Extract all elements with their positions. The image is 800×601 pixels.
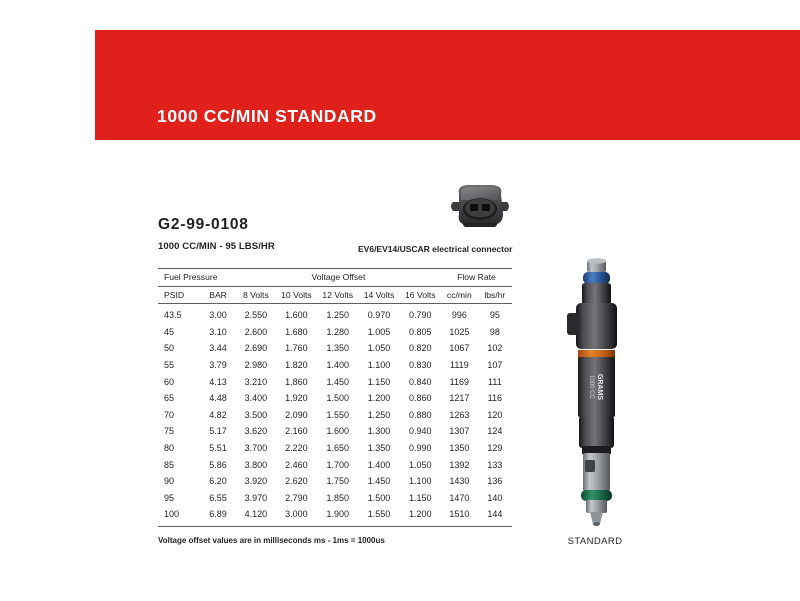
- column-header-16-volts: 16 Volts: [400, 286, 441, 304]
- fuel-injector-image: [556, 258, 638, 530]
- cell-10-volts: 2.790: [285, 492, 308, 503]
- cell-lbshr: 95: [489, 310, 500, 321]
- cell-12-volts: 1.700: [326, 459, 349, 470]
- cell-8-volts: 2.600: [244, 326, 268, 337]
- cell-8-volts: 3.920: [244, 476, 268, 487]
- table-column-header-row: [158, 286, 512, 304]
- cell-12-volts: 1.650: [326, 442, 349, 453]
- table-row: [158, 490, 512, 507]
- cell-14-volts: 1.350: [367, 442, 391, 453]
- cell-8-volts: 3.620: [244, 426, 268, 437]
- cell-12-volts: 1.900: [317, 506, 358, 526]
- cell-psid: 43.5: [164, 310, 182, 321]
- cell-16-volts: 0.880: [409, 409, 432, 420]
- table-row: [158, 473, 512, 490]
- cell-14-volts: 0.970: [367, 310, 391, 321]
- cell-bar: 4.13: [209, 376, 227, 387]
- cell-10-volts: 1.600: [285, 310, 308, 321]
- cell-16-volts: 0.820: [409, 343, 432, 354]
- table-row: [158, 324, 512, 341]
- cell-10-volts: 2.160: [285, 426, 308, 437]
- cell-16-volts: 0.840: [409, 376, 432, 387]
- column-header-ccmin: cc/min: [441, 286, 478, 304]
- cell-10-volts: 1.860: [285, 376, 308, 387]
- table-row: [158, 304, 512, 324]
- cell-ccmin: 1350: [449, 442, 470, 453]
- cell-8-volts: 4.120: [236, 506, 276, 526]
- column-header-8-volts: 8 Volts: [236, 286, 276, 304]
- cell-bar: 6.55: [209, 492, 227, 503]
- cell-bar: 3.00: [209, 310, 227, 321]
- cell-ccmin: 1025: [449, 326, 470, 337]
- cell-10-volts: 1.820: [285, 359, 308, 370]
- cell-bar: 3.10: [209, 326, 227, 337]
- table-row: [158, 390, 512, 407]
- cell-psid: 95: [164, 492, 175, 503]
- cell-lbshr: 129: [487, 442, 503, 453]
- cell-12-volts: 1.850: [326, 492, 349, 503]
- cell-lbshr: 107: [487, 359, 503, 370]
- cell-psid: 55: [164, 359, 175, 370]
- cell-14-volts: 1.300: [367, 426, 391, 437]
- table-row: [158, 357, 512, 374]
- cell-psid: 50: [164, 343, 175, 354]
- cell-12-volts: 1.350: [326, 343, 349, 354]
- table-row: [158, 440, 512, 457]
- cell-bar: 5.86: [209, 459, 227, 470]
- cell-lbshr: 120: [487, 409, 503, 420]
- cell-psid: 85: [164, 459, 175, 470]
- column-header-12-volts: 12 Volts: [317, 286, 358, 304]
- cell-ccmin: 1119: [449, 359, 469, 370]
- cell-8-volts: 2.690: [244, 343, 268, 354]
- cell-psid: 90: [164, 476, 175, 487]
- column-header-10-volts: 10 Volts: [276, 286, 317, 304]
- cell-bar: 5.51: [209, 442, 227, 453]
- svg-text:GRAMS: GRAMS: [596, 373, 603, 401]
- svg-text:1000 CC: 1000 CC: [588, 375, 594, 399]
- group-header-fuel-pressure: Fuel Pressure: [158, 269, 236, 287]
- cell-16-volts: 0.990: [409, 442, 432, 453]
- cell-14-volts: 1.550: [358, 506, 399, 526]
- cell-16-volts: 1.050: [409, 459, 432, 470]
- cell-lbshr: 102: [487, 343, 503, 354]
- injector-caption: STANDARD: [567, 536, 623, 547]
- cell-14-volts: 1.150: [367, 376, 391, 387]
- specification-table: [158, 268, 512, 527]
- cell-lbshr: 140: [487, 492, 503, 503]
- cell-psid: 75: [164, 426, 175, 437]
- cell-8-volts: 2.980: [244, 359, 268, 370]
- page-title: 1000 CC/MIN STANDARD: [157, 106, 377, 126]
- cell-bar: 6.20: [209, 476, 227, 487]
- table-body: [158, 304, 512, 527]
- cell-ccmin: 1510: [441, 506, 478, 526]
- column-header-lbshr: lbs/hr: [478, 286, 512, 304]
- part-number: G2-99-0108: [158, 216, 249, 233]
- cell-ccmin: 1392: [449, 459, 470, 470]
- cell-bar: 6.89: [200, 506, 236, 526]
- cell-10-volts: 2.090: [285, 409, 308, 420]
- cell-14-volts: 1.100: [367, 359, 391, 370]
- group-header-flow-rate: Flow Rate: [441, 269, 512, 287]
- cell-10-volts: 1.920: [285, 393, 308, 404]
- table-row: [158, 407, 512, 424]
- cell-psid: 65: [164, 393, 175, 404]
- cell-lbshr: 116: [487, 393, 503, 404]
- cell-bar: 3.79: [209, 359, 227, 370]
- cell-12-volts: 1.400: [326, 359, 349, 370]
- cell-14-volts: 1.450: [367, 476, 391, 487]
- cell-lbshr: 144: [478, 506, 512, 526]
- injector-connector-image: [449, 180, 511, 236]
- cell-16-volts: 1.100: [409, 476, 432, 487]
- table-row: [158, 340, 512, 357]
- cell-psid: 100: [158, 506, 200, 526]
- cell-8-volts: 3.210: [244, 376, 268, 387]
- cell-14-volts: 1.050: [367, 343, 391, 354]
- table-row: [158, 423, 512, 440]
- column-header-bar: BAR: [200, 286, 236, 304]
- cell-12-volts: 1.450: [326, 376, 349, 387]
- cell-16-volts: 0.790: [409, 310, 432, 321]
- cell-12-volts: 1.280: [326, 326, 349, 337]
- column-header-14-volts: 14 Volts: [358, 286, 399, 304]
- cell-10-volts: 2.460: [285, 459, 308, 470]
- cell-8-volts: 3.800: [244, 459, 268, 470]
- table-row: [158, 506, 512, 526]
- cell-10-volts: 2.220: [285, 442, 308, 453]
- table-row: [158, 457, 512, 474]
- cell-lbshr: 98: [489, 326, 500, 337]
- cell-10-volts: 1.680: [285, 326, 308, 337]
- cell-lbshr: 124: [487, 426, 503, 437]
- cell-16-volts: 1.150: [409, 492, 432, 503]
- cell-8-volts: 3.700: [244, 442, 268, 453]
- cell-bar: 4.48: [209, 393, 227, 404]
- cell-12-volts: 1.500: [326, 393, 349, 404]
- cell-bar: 5.17: [209, 426, 227, 437]
- table-row: [158, 374, 512, 391]
- cell-lbshr: 111: [488, 376, 502, 387]
- cell-16-volts: 0.940: [409, 426, 432, 437]
- cell-psid: 60: [164, 376, 175, 387]
- cell-8-volts: 3.970: [244, 492, 268, 503]
- cell-12-volts: 1.750: [326, 476, 349, 487]
- cell-10-volts: 2.620: [285, 476, 308, 487]
- cell-14-volts: 1.500: [367, 492, 391, 503]
- part-flow-rating: 1000 CC/MIN - 95 LBS/HR: [158, 241, 275, 252]
- cell-16-volts: 0.805: [409, 326, 432, 337]
- cell-14-volts: 1.200: [367, 393, 391, 404]
- cell-ccmin: 1169: [449, 376, 470, 387]
- cell-12-volts: 1.550: [326, 409, 349, 420]
- cell-12-volts: 1.250: [326, 310, 349, 321]
- cell-ccmin: 1470: [449, 492, 470, 503]
- cell-14-volts: 1.005: [367, 326, 391, 337]
- cell-8-volts: 3.400: [244, 393, 268, 404]
- cell-ccmin: 996: [451, 310, 467, 321]
- cell-12-volts: 1.600: [326, 426, 349, 437]
- cell-8-volts: 2.550: [244, 310, 268, 321]
- cell-psid: 70: [164, 409, 175, 420]
- cell-bar: 3.44: [209, 343, 227, 354]
- column-header-psid: PSID: [158, 286, 200, 304]
- table-group-header-row: [158, 269, 512, 287]
- table-footnote: Voltage offset values are in milliseconds ms - 1ms = 1000us: [158, 536, 385, 545]
- cell-ccmin: 1067: [449, 343, 470, 354]
- cell-psid: 45: [164, 326, 175, 337]
- cell-ccmin: 1217: [449, 393, 470, 404]
- connector-caption: EV6/EV14/USCAR electrical connector: [358, 244, 513, 254]
- cell-lbshr: 133: [487, 459, 503, 470]
- cell-16-volts: 0.830: [409, 359, 432, 370]
- cell-16-volts: 1.200: [400, 506, 441, 526]
- cell-14-volts: 1.400: [367, 459, 391, 470]
- cell-psid: 80: [164, 442, 175, 453]
- cell-lbshr: 136: [487, 476, 503, 487]
- cell-ccmin: 1430: [449, 476, 470, 487]
- cell-10-volts: 3.000: [276, 506, 317, 526]
- cell-ccmin: 1263: [449, 409, 470, 420]
- group-header-voltage-offset: Voltage Offset: [236, 269, 441, 287]
- header-banner: [95, 30, 800, 140]
- cell-8-volts: 3.500: [244, 409, 268, 420]
- cell-10-volts: 1.760: [285, 343, 308, 354]
- cell-ccmin: 1307: [449, 426, 470, 437]
- cell-16-volts: 0.860: [409, 393, 432, 404]
- cell-14-volts: 1.250: [367, 409, 391, 420]
- cell-bar: 4.82: [209, 409, 227, 420]
